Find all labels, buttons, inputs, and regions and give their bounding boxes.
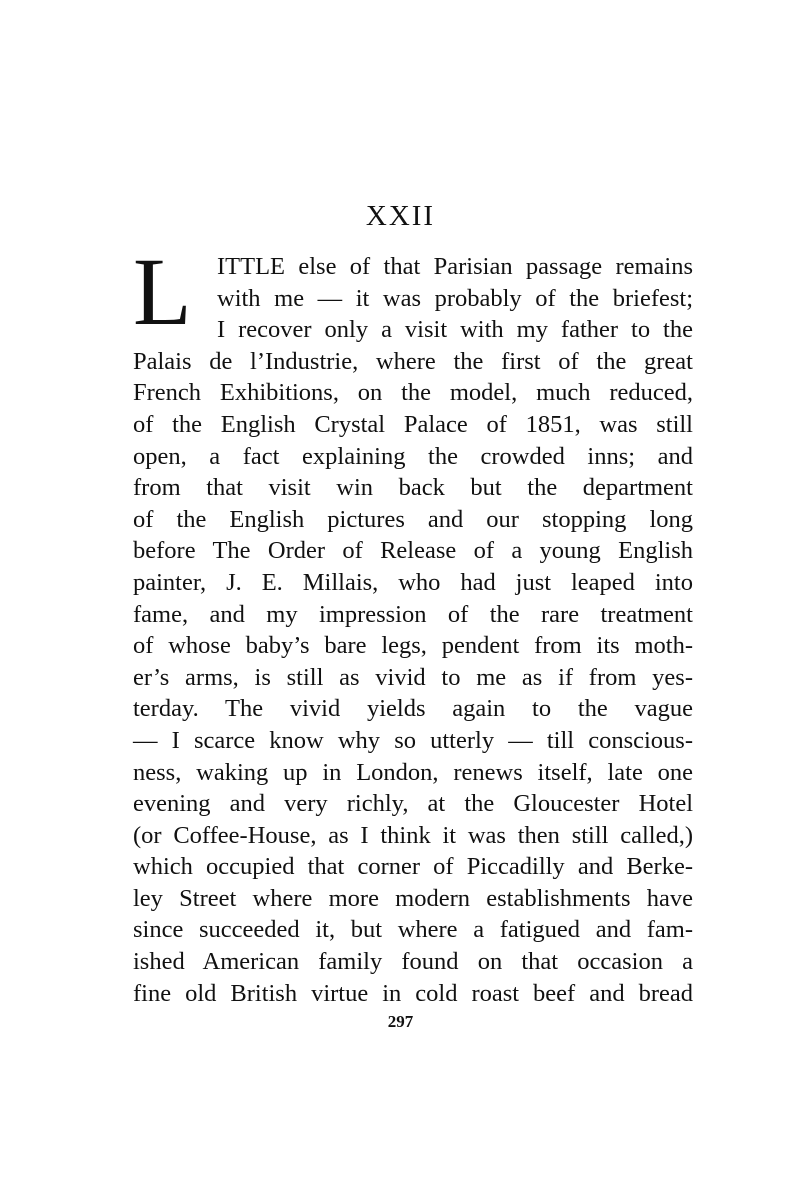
text-line: terday. The vivid yields again to the vague	[133, 695, 693, 723]
text-line: — I scarce know why so utterly — till conscious-	[133, 726, 693, 754]
drop-cap: L	[133, 254, 192, 332]
text-line: of the English Crystal Palace of 1851, was still	[133, 410, 693, 438]
text-line: er’s arms, is still as vivid to me as if from yes-	[133, 663, 693, 691]
text-line: which occupied that corner of Piccadilly and Berke-	[133, 853, 693, 881]
text-line: open, a fact explaining the crowded inns; and	[133, 442, 693, 470]
text-line: evening and very richly, at the Gloucester Hotel	[133, 790, 693, 818]
text-line: (or Coffee-House, as I think it was then still called,)	[133, 821, 693, 849]
text-line: before The Order of Release of a young English	[133, 537, 693, 565]
text-line: of whose baby’s bare legs, pendent from its moth-	[133, 632, 693, 660]
body-text	[133, 251, 693, 1009]
text-line: fame, and my impression of the rare treatment	[133, 600, 693, 628]
text-line: Palais de l’Industrie, where the first of the great	[133, 347, 693, 375]
chapter-heading: XXII	[365, 200, 436, 232]
text-line: painter, J. E. Millais, who had just leaped into	[133, 568, 693, 596]
text-line: from that visit win back but the department	[133, 474, 693, 502]
text-line: ness, waking up in London, renews itself, late one	[133, 758, 693, 786]
text-line: ished American family found on that occasion a	[133, 948, 693, 976]
text-line: with me — it was probably of the briefest;	[217, 284, 693, 312]
text-line: ley Street where more modern establishments have	[133, 884, 693, 912]
text-line: I recover only a visit with my father to the	[217, 316, 693, 344]
text-line: French Exhibitions, on the model, much reduced,	[133, 379, 693, 407]
text-line: of the English pictures and our stopping long	[133, 505, 693, 533]
text-line: since succeeded it, but where a fatigued and fam-	[133, 916, 693, 944]
text-line: fine old British virtue in cold roast beef and bread	[133, 979, 693, 1007]
text-line: ITTLE else of that Parisian passage remains	[217, 253, 693, 280]
page-number: 297	[387, 1012, 414, 1031]
